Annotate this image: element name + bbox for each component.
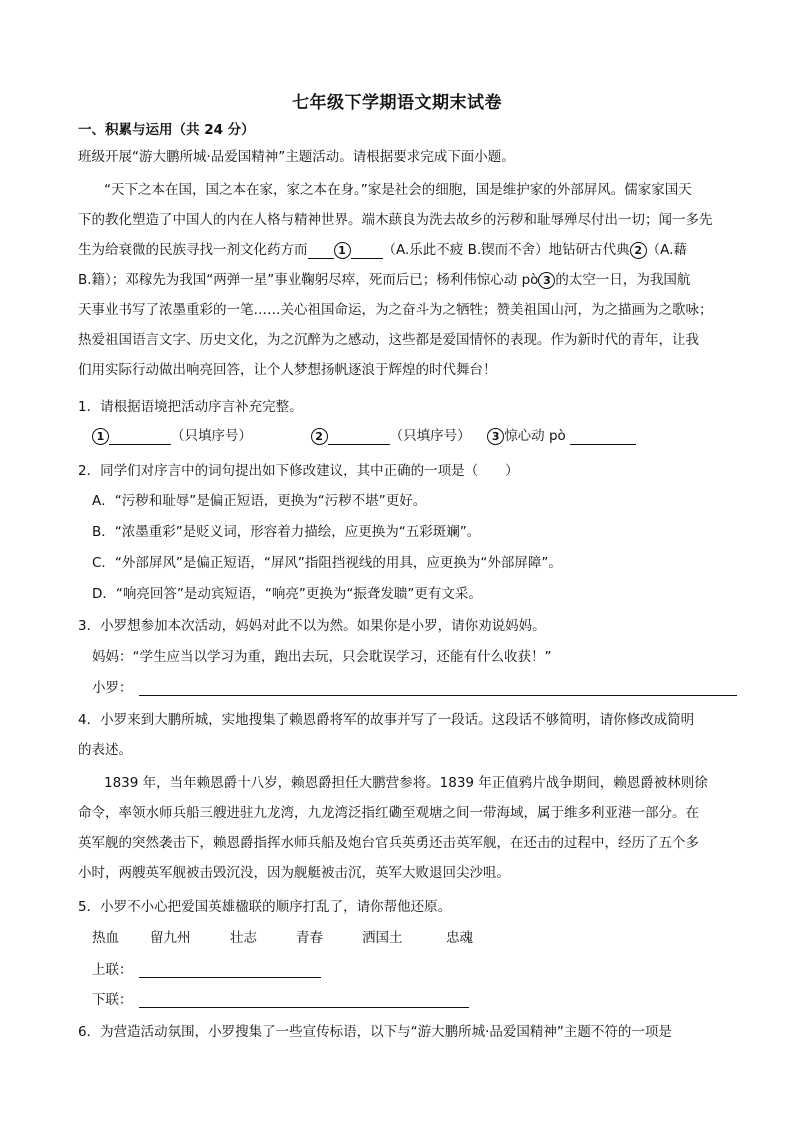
passage-line-6: 热爱祖国语言文字、历史文化，为之沉醉为之感动，这些都是爱国情怀的表现。作为新时代的青年，让我 xyxy=(78,332,699,348)
q5-word: 热血 xyxy=(92,930,119,946)
q1-answers xyxy=(78,424,750,445)
q5-stem: 5．小罗不小心把爱国英雄楹联的顺序打乱了，请你帮他还原。 xyxy=(78,899,452,915)
mark-2: 2 xyxy=(630,242,647,259)
blank-1-right xyxy=(351,244,383,259)
q6-stem: 6．为营造活动氛围，小罗搜集了一些宣传标语，以下与“游大鹏所城·品爱国精神”主题不符的一项是 xyxy=(78,1024,672,1040)
q3-stem: 3．小罗想参加本次活动，妈妈对此不以为然。如果你是小罗，请你劝说妈妈。 xyxy=(78,618,546,634)
passage-line-4b: 的太空一日，为我国航 xyxy=(555,272,691,288)
blank-1-left xyxy=(308,244,334,259)
q4-para-4: 小时，两艘英军舰被击毁沉没，因为舰艇被击沉，英军大败退回尖沙咀。 xyxy=(78,865,510,881)
passage-line-4a: B.籍）；邓稼先为我国“两弹一星”事业鞠躬尽瘁，死而后已；杨利伟惊心动 pò xyxy=(78,272,539,288)
intro-text: 班级开展“游大鹏所城·品爱国精神”主题活动。请根据要求完成下面小题。 xyxy=(78,149,515,165)
q3-answer-line[interactable] xyxy=(139,681,737,696)
q3-luo-label: 小罗： xyxy=(92,680,133,696)
q1-blank-3[interactable] xyxy=(570,430,636,445)
passage-line-5: 天事业书写了浓墨重彩的一笔……关心祖国命运，为之奋斗为之牺牲；赞美祖国山河，为之描画为之歌咏； xyxy=(78,302,713,318)
q1-stem: 1．请根据语境把活动序言补充完整。 xyxy=(78,399,303,415)
section-heading: 一、积累与运用（共 24 分） xyxy=(78,122,255,138)
q5-upper-label: 上联： xyxy=(92,962,133,978)
q1-note-2: （只填序号） xyxy=(389,428,471,444)
q4-para-3: 英军舰的突然袭击下，赖恩爵指挥水师兵船及炮台官兵英勇还击英军舰，在还击的过程中，经历了五个多 xyxy=(78,835,699,851)
q4-stem-1: 4．小罗来到大鹏所城，实地搜集了赖恩爵将军的故事并写了一段话。这段话不够简明，请你修改成简明 xyxy=(78,712,695,728)
q1-mark-2: 2 xyxy=(311,428,328,445)
q4-para-2: 命令，率领水师兵船三艘进驻九龙湾，九龙湾泛指红磡至观塘之间一带海域，属于维多利亚港一部分。在 xyxy=(78,805,699,821)
q1-blank-1[interactable] xyxy=(109,430,171,445)
q2-stem: 2．同学们对序言中的词句提出如下修改建议，其中正确的一项是（ ） xyxy=(78,463,519,479)
passage-line-3c: （A.藉 xyxy=(646,242,687,258)
q5-word: 青春 xyxy=(296,930,323,946)
passage-line-3a: 生为给衰微的民族寻找一剂文化药方而 xyxy=(78,242,308,258)
q5-words xyxy=(78,926,750,946)
passage-line-1: “天下之本在国，国之本在家，家之本在身。”家是社会的细胞，国是维护家的外部屏风。儒家家国天 xyxy=(104,182,692,198)
q5-word: 忠魂 xyxy=(446,930,473,946)
q1-mark-3: 3 xyxy=(487,428,504,445)
q3-answer-row xyxy=(78,676,750,696)
q1-blank-2[interactable] xyxy=(328,430,390,445)
mark-3: 3 xyxy=(538,272,555,289)
passage-line-3 xyxy=(78,238,750,259)
passage-line-3b: （A.乐此不疲 B.锲而不舍）地钻研古代典 xyxy=(382,242,630,258)
q5-lower-line[interactable] xyxy=(139,993,469,1008)
passage-line-7: 们用实际行动做出响亮回答，让个人梦想扬帆逐浪于辉煌的时代舞台！ xyxy=(78,362,497,378)
passage-line-2: 下的教化塑造了中国人的内在人格与精神世界。端木蕻良为洗去故乡的污秽和耻辱殚尽付出一切；闻一多先 xyxy=(78,212,713,228)
q2-option-d: D．“响亮回答”是动宾短语，“响亮”更换为“振聋发聩”更有文采。 xyxy=(92,586,482,602)
q2-option-a: A．“污秽和耻辱”是偏正短语，更换为“污秽不堪”更好。 xyxy=(92,493,427,509)
q5-word: 洒国土 xyxy=(362,930,403,946)
q5-lower-label: 下联： xyxy=(92,992,133,1008)
q3-mom-quote: 妈妈：“学生应当以学习为重，跑出去玩，只会耽误学习，还能有什么收获！” xyxy=(92,649,552,665)
q4-para-1: 1839 年，当年赖恩爵十八岁，赖恩爵担任大鹏营参将。1839 年正值鸦片战争期间，赖恩爵被林则徐 xyxy=(104,775,708,791)
q1-mark-1: 1 xyxy=(92,428,109,445)
q5-word: 留九州 xyxy=(150,930,191,946)
q5-word: 壮志 xyxy=(230,930,257,946)
q5-lower-row xyxy=(78,988,750,1008)
exam-title: 七年级下学期语文期末试卷 xyxy=(292,93,502,113)
q2-option-b: B．“浓墨重彩”是贬义词，形容着力描绘，应更换为“五彩斑斓”。 xyxy=(92,524,481,540)
passage-line-4 xyxy=(78,268,750,289)
q4-stem-2: 的表述。 xyxy=(78,742,132,758)
q5-upper-row xyxy=(78,958,750,978)
q1-note-1: （只填序号） xyxy=(171,428,252,444)
q1-note-3: 惊心动 pò xyxy=(504,428,566,444)
q5-upper-line[interactable] xyxy=(139,963,321,978)
mark-1: 1 xyxy=(334,242,351,259)
q2-option-c: C．“外部屏风”是偏正短语，“屏风”指阻挡视线的用具，应更换为“外部屏障”。 xyxy=(92,555,562,571)
